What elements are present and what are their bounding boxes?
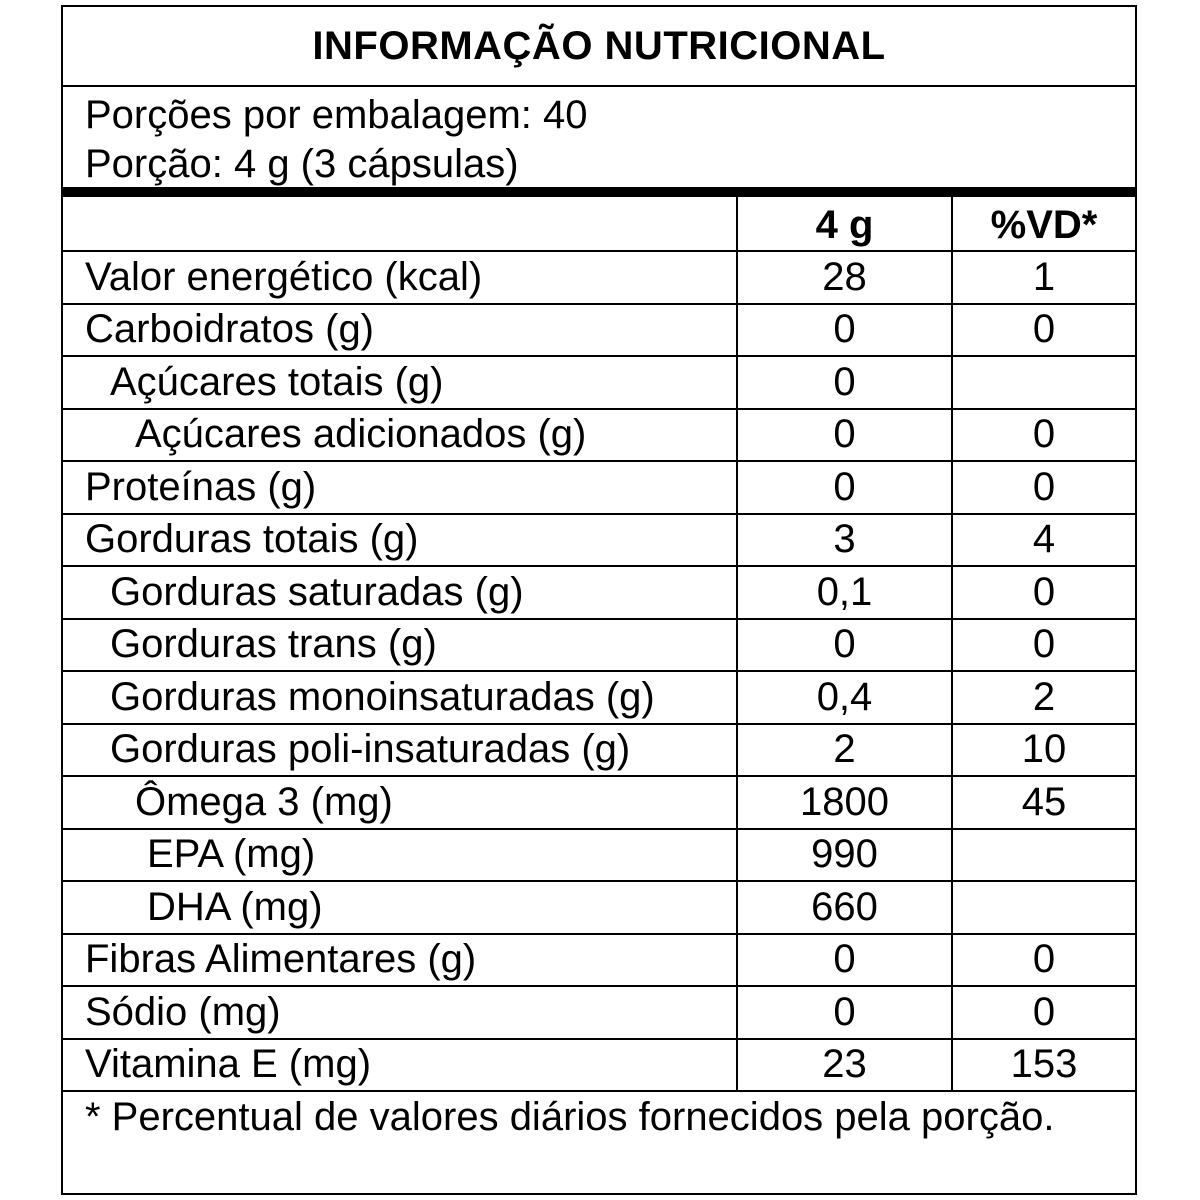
table-row bbox=[63, 410, 1135, 463]
nutrient-name: Gorduras monoinsaturadas (g) bbox=[63, 672, 738, 723]
nutrient-daily-value bbox=[953, 357, 1135, 408]
nutrient-daily-value: 45 bbox=[1021, 779, 1067, 824]
table-row bbox=[63, 567, 1135, 620]
table-row bbox=[63, 882, 1135, 935]
table-row bbox=[63, 515, 1135, 568]
nutrient-daily-value: 1 bbox=[1032, 254, 1056, 299]
nutrient-amount: 0 bbox=[738, 357, 953, 408]
nutrition-facts-label bbox=[61, 5, 1137, 1195]
nutrient-amount: 0 bbox=[738, 620, 953, 671]
nutrient-amount: 0 bbox=[738, 935, 953, 986]
nutrient-name: Gorduras poli-insaturadas (g) bbox=[63, 725, 738, 776]
nutrient-daily-value: 10 bbox=[1021, 727, 1067, 772]
table-row bbox=[63, 305, 1135, 358]
table-row bbox=[63, 620, 1135, 673]
nutrient-daily-value: 2 bbox=[1032, 674, 1056, 719]
nutrient-amount: 1800 bbox=[738, 777, 953, 828]
nutrient-amount: 0 bbox=[738, 987, 953, 1038]
nutrient-daily-value: 0 bbox=[1032, 307, 1056, 352]
nutrient-amount: 0,4 bbox=[738, 672, 953, 723]
serving-size: Porção: 4 g (3 cápsulas) bbox=[85, 142, 519, 186]
nutrient-daily-value: 0 bbox=[1032, 464, 1056, 509]
table-row bbox=[63, 672, 1135, 725]
header-daily-value: %VD* bbox=[990, 203, 1098, 247]
nutrient-name: Carboidratos (g) bbox=[63, 305, 738, 356]
nutrient-daily-value: 0 bbox=[1032, 412, 1056, 457]
nutrient-name: Fibras Alimentares (g) bbox=[63, 935, 738, 986]
nutrient-name: Ômega 3 (mg) bbox=[63, 777, 738, 828]
servings-per-package: Porções por embalagem: 40 bbox=[85, 93, 588, 137]
table-row bbox=[63, 357, 1135, 410]
nutrient-name: Gorduras totais (g) bbox=[63, 515, 738, 566]
nutrient-daily-value: 153 bbox=[1010, 1042, 1078, 1087]
table-row bbox=[63, 1040, 1135, 1093]
table-row bbox=[63, 987, 1135, 1040]
nutrient-name: DHA (mg) bbox=[63, 882, 738, 933]
table-row bbox=[63, 252, 1135, 305]
nutrient-daily-value: 0 bbox=[1032, 937, 1056, 982]
nutrient-amount: 28 bbox=[738, 252, 953, 303]
table-row bbox=[63, 462, 1135, 515]
nutrient-daily-value: 0 bbox=[1032, 622, 1056, 667]
table-row bbox=[63, 830, 1135, 883]
nutrient-daily-value bbox=[953, 830, 1135, 881]
nutrient-amount: 0 bbox=[738, 410, 953, 461]
nutrient-amount: 2 bbox=[738, 725, 953, 776]
table-row bbox=[63, 725, 1135, 778]
table-row bbox=[63, 935, 1135, 988]
nutrient-name: Gorduras trans (g) bbox=[63, 620, 738, 671]
nutrient-daily-value: 4 bbox=[1032, 517, 1056, 562]
table-row bbox=[63, 777, 1135, 830]
nutrient-name: Valor energético (kcal) bbox=[63, 252, 738, 303]
nutrient-amount: 0 bbox=[738, 305, 953, 356]
nutrient-amount: 990 bbox=[738, 830, 953, 881]
footnote: * Percentual de valores diários fornecidos pela porção. bbox=[85, 1095, 1055, 1139]
header-name-cell bbox=[63, 197, 738, 250]
nutrient-name: Vitamina E (mg) bbox=[63, 1040, 738, 1091]
thick-divider bbox=[63, 187, 1135, 197]
nutrient-amount: 0 bbox=[738, 462, 953, 513]
nutrient-name: Gorduras saturadas (g) bbox=[63, 567, 738, 618]
nutrient-daily-value: 0 bbox=[1032, 569, 1056, 614]
nutrient-amount: 3 bbox=[738, 515, 953, 566]
serving-info bbox=[63, 87, 1135, 187]
label-title: INFORMAÇÃO NUTRICIONAL bbox=[63, 7, 1135, 87]
nutrient-amount: 0,1 bbox=[738, 567, 953, 618]
nutrient-name: EPA (mg) bbox=[63, 830, 738, 881]
nutrient-name: Sódio (mg) bbox=[63, 987, 738, 1038]
nutrient-name: Açúcares totais (g) bbox=[63, 357, 738, 408]
nutrient-daily-value bbox=[953, 882, 1135, 933]
table-header-row bbox=[63, 197, 1135, 252]
nutrient-amount: 660 bbox=[738, 882, 953, 933]
nutrient-amount: 23 bbox=[738, 1040, 953, 1091]
nutrient-name: Proteínas (g) bbox=[63, 462, 738, 513]
nutrient-daily-value: 0 bbox=[1032, 989, 1056, 1034]
nutrient-name: Açúcares adicionados (g) bbox=[63, 410, 738, 461]
header-amount: 4 g bbox=[738, 197, 953, 250]
nutrient-table bbox=[63, 197, 1135, 1092]
